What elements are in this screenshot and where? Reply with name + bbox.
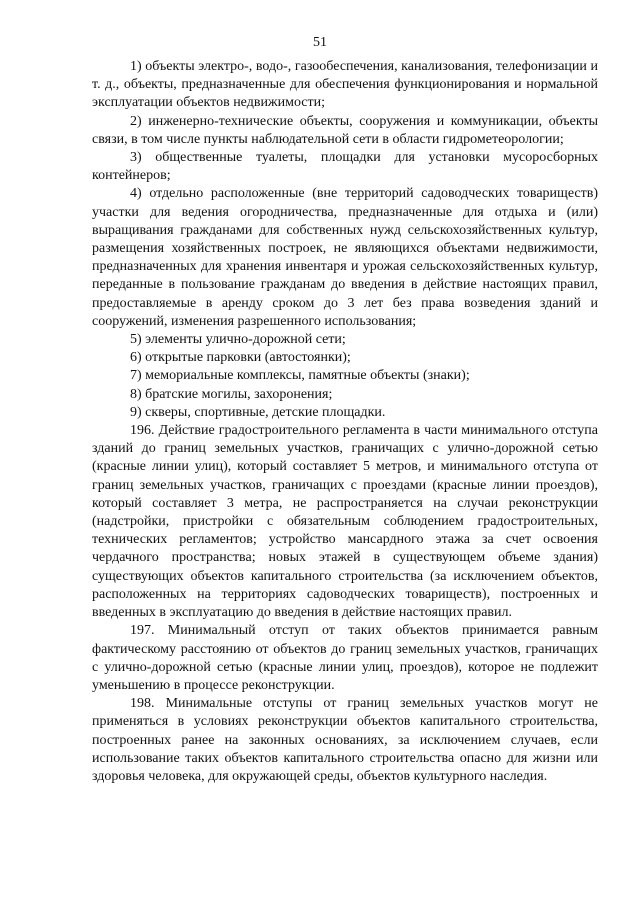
list-item-2: 2) инженерно-технические объекты, сооружения и коммуникации, объекты связи, в том числе пункты наблюдательной сети в области гидрометеорологии;	[92, 113, 598, 147]
list-item-9: 9) скверы, спортивные, детские площадки.	[130, 404, 386, 420]
list-item-1: 1) объекты электро-, водо-, газообеспечения, канализования, телефонизации и т. д., объекты, предназначенные для обеспечения функционирования и нормальной эксплуатации объектов недвижимости;	[92, 59, 598, 111]
list-item-3: 3) общественные туалеты, площадки для установки мусоросборных контейнеров;	[92, 150, 598, 184]
list-item-5: 5) элементы улично-дорожной сети;	[130, 332, 346, 348]
list-item-6: 6) открытые парковки (автостоянки);	[130, 350, 351, 366]
clause-196: 196. Действие градостроительного регламента в части минимального отступа зданий до границ земельных участков, граничащих с улично-дорожной сетью (красные линии улиц), который составляет 5 метров, и минимального отступа от границ земельных участков, граничащих с проездами (красные линии проездов), который составляет 3 метра, не распространяется на случаи реконструкции (надстройки, пристройки с обязательным соблюдением градостроительных, технических регламентов; устройство мансардного этажа за счет освоения чердачного пространства; новых этажей в существующем объеме здания) существующих объектов капитального строительства (за исключением объектов, расположенных на территориях садоводческих товариществ), построенных и введенных в эксплуатацию до введения в действие настоящих правил.	[92, 423, 598, 621]
clause-197: 197. Минимальный отступ от таких объектов принимается равным фактическому расстоянию от объектов до границ земельных участков, граничащих с улично-дорожной сетью (красные линии улиц, проездов), которое не подлежит уменьшению в процессе реконструкции.	[92, 623, 598, 693]
clause-198: 198. Минимальные отступы от границ земельных участков могут не применяться в условиях реконструкции объектов капитального строительства, построенных ранее на законных основаниях, за исключением случаев, если использование таких объектов капитального строительства опасно для жизни или здоровья человека, для окружающей среды, объектов культурного наследия.	[92, 696, 598, 784]
list-item-7: 7) мемориальные комплексы, памятные объекты (знаки);	[130, 368, 470, 384]
page-number: 51	[313, 35, 327, 50]
list-item-8: 8) братские могилы, захоронения;	[130, 386, 333, 402]
list-item-4: 4) отдельно расположенные (вне территорий садоводческих товариществ) участки для ведения огородничества, предназначенные для отдыха и (или) выращивания гражданами для собственных нужд сельскохозяйственных культур, размещения хозяйственных построек, не являющихся объектами недвижимости, предназначенных для хранения инвентаря и урожая сельскохозяйственных культур, переданные в пользование гражданам до введения в действие настоящих правил, предоставляемые в аренду сроком до 3 лет без права возведения зданий и сооружений, изменения разрешенного использования;	[92, 186, 598, 329]
document-body	[92, 58, 598, 786]
